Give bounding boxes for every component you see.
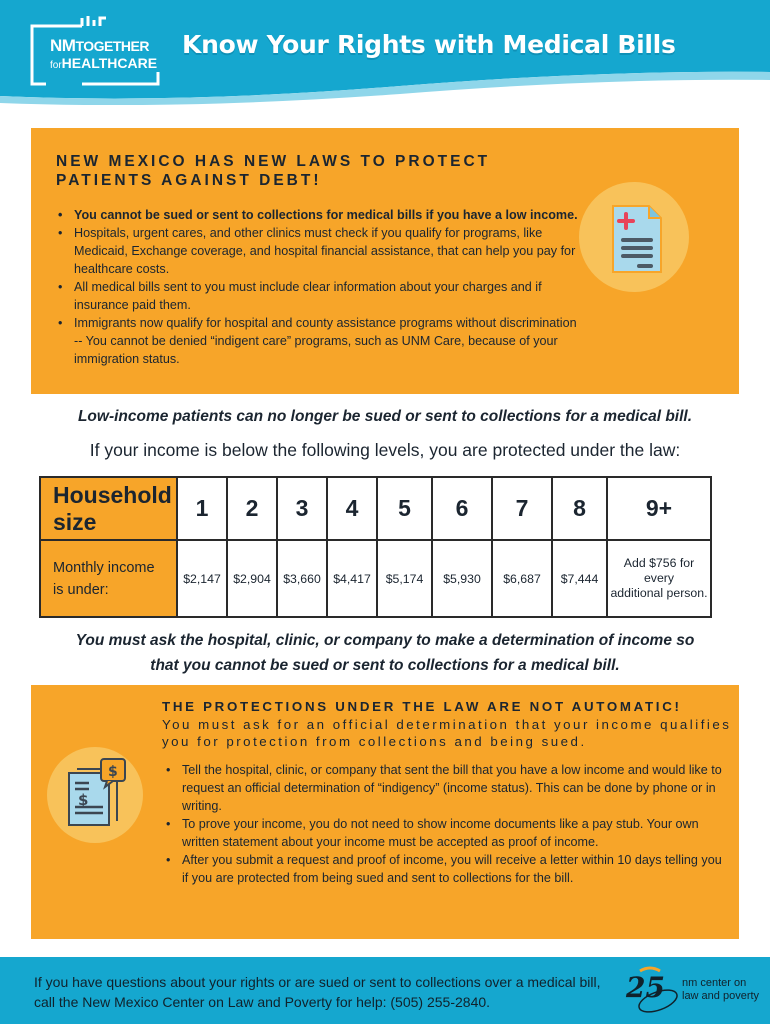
list-item: • After you submit a request and proof of income, you will receive a letter within 10 days telling you if you are protected from being sued and sent to collections for the bill. — [166, 851, 726, 887]
svg-text:$: $ — [78, 791, 89, 809]
header-banner — [0, 0, 770, 105]
logo-line1: nm center on — [682, 977, 747, 989]
list-item: • All medical bills sent to you must include clear information about your charges and if insurance paid them. — [58, 278, 578, 314]
logo-line2: law and poverty — [682, 990, 760, 1002]
monthly-income-label: Monthly income is under: — [40, 540, 177, 617]
income-intro: If your income is below the following levels, you are protected under the law: — [89, 440, 681, 460]
medical-document-icon — [579, 182, 689, 292]
new-laws-list — [58, 206, 578, 368]
household-size-cell: 1 — [177, 477, 227, 540]
list-item: • You cannot be sued or sent to collections for medical bills if you have a low income. — [58, 206, 578, 224]
household-size-cell: 8 — [552, 477, 607, 540]
list-item: • Immigrants now qualify for hospital and county assistance programs without discrimination -- You cannot be denied “indigent care” programs, such as UNM Care, because of your immigration status. — [58, 314, 578, 368]
new-laws-heading: NEW MEXICO HAS NEW LAWS TO PROTECT PATIENTS AGAINST DEBT! — [56, 153, 491, 189]
logo-text-nm: NM — [50, 36, 76, 55]
income-limit-cell: $5,174 — [377, 540, 432, 617]
table-row — [40, 477, 711, 540]
new-laws-panel — [31, 128, 739, 394]
protections-heading: THE PROTECTIONS UNDER THE LAW ARE NOT AUTOMATIC! — [162, 699, 682, 714]
list-item: • Hospitals, urgent cares, and other clinics must check if you qualify for programs, like Medicaid, Exchange coverage, and hospital financial assistance, that can help you pay for healthcare costs. — [58, 224, 578, 278]
income-limits-table — [39, 476, 712, 618]
household-size-label: Household size — [40, 477, 177, 540]
household-size-cell: 7 — [492, 477, 552, 540]
household-size-cell: 5 — [377, 477, 432, 540]
low-income-statement: Low-income patients can no longer be sued or sent to collections for a medical bill. — [77, 408, 693, 425]
footer — [0, 957, 770, 1024]
page-title: Know Your Rights with Medical Bills — [182, 30, 676, 59]
additional-person-note: Add $756 for every additional person. — [607, 540, 711, 617]
income-limit-cell: $5,930 — [432, 540, 492, 617]
protections-list — [166, 761, 726, 887]
nm-center-law-poverty-logo — [624, 963, 764, 1019]
table-row — [40, 540, 711, 617]
logo-text-for: for — [50, 60, 62, 71]
income-limit-cell: $2,147 — [177, 540, 227, 617]
logo-number: 25 — [626, 971, 665, 1004]
income-limit-cell: $3,660 — [277, 540, 327, 617]
list-item: • Tell the hospital, clinic, or company that sent the bill that you have a low income and would like to request an official determination of “indigency” (income status). This can be done by phone or in writing. — [166, 761, 726, 815]
household-size-cell: 6 — [432, 477, 492, 540]
logo-text-healthcare: HEALTHCARE — [61, 55, 158, 71]
income-limit-cell: $4,417 — [327, 540, 377, 617]
bill-document-icon — [47, 747, 143, 843]
household-size-cell: 4 — [327, 477, 377, 540]
list-item: • To prove your income, you do not need to show income documents like a pay stub. Your own written statement about your income must be accepted as proof of income. — [166, 815, 726, 851]
svg-text:$: $ — [108, 764, 118, 780]
ask-determination-statement: You must ask the hospital, clinic, or company to make a determination of income so that you cannot be sued or sent to collections for a medical bill. — [75, 632, 695, 674]
household-size-cell: 2 — [227, 477, 277, 540]
logo-text-together: TOGETHER — [75, 38, 149, 54]
protections-panel — [31, 685, 739, 939]
income-limit-cell: $7,444 — [552, 540, 607, 617]
household-size-cell: 9+ — [607, 477, 711, 540]
protections-subheading: You must ask for an official determination that your income qualifies you for protection from collections and being sued. — [162, 717, 732, 749]
anniversary-25-icon — [624, 963, 684, 1019]
income-limit-cell: $6,687 — [492, 540, 552, 617]
footer-help-text: If you have questions about your rights or are sued or sent to collections over a medical bill, call the New Mexico Center on Law and Poverty for help: (505) 255-2840. — [34, 974, 601, 1010]
nm-together-logo — [22, 14, 167, 92]
income-limit-cell: $2,904 — [227, 540, 277, 617]
household-size-cell: 3 — [277, 477, 327, 540]
